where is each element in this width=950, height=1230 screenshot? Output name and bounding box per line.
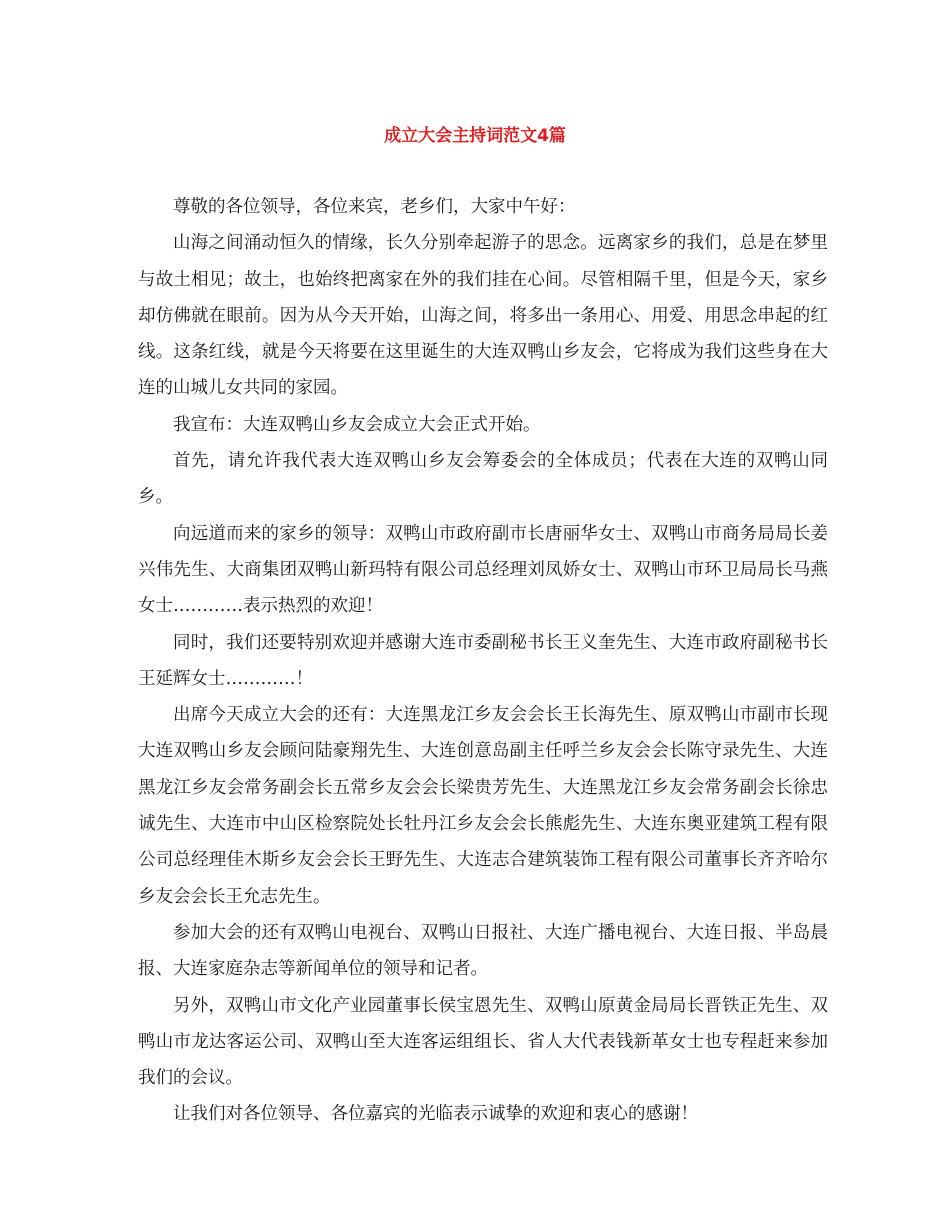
paragraph-welcome-leaders: 向远道而来的家乡的领导：双鸭山市政府副市长唐丽华女士、双鸭山市商务局局长姜兴伟先生、大商集团双鸭山新玛特有限公司总经理刘凤娇女士、双鸭山市环卫局局长马燕女士…………表示热烈的欢迎！ (138, 523, 828, 617)
paragraph-announcement: 我宣布：大连双鸭山乡友会成立大会正式开始。 (173, 414, 541, 435)
paragraph-others: 另外，双鸭山市文化产业园董事长侯宝恩先生、双鸭山原黄金局局长晋铁正先生、双鸭山市龙达客运公司、双鸭山至大连客运组组长、省人大代表钱新革女士也专程赶来参加我们的会议。 (138, 995, 828, 1089)
paragraph-attendees: 出席今天成立大会的还有：大连黑龙江乡友会会长王长海先生、原双鸭山市副市长现大连双鸭山乡友会顾问陆豪翔先生、大连创意岛副主任呼兰乡友会会长陈守录先生、大连黑龙江乡友会常务副会长五常乡友会会长梁贵芳先生、大连黑龙江乡友会常务副会长徐忠诚先生、大连市中山区检察院处长牡丹江乡友会会长熊彪先生、大连东奥亚建筑工程有限公司总经理佳木斯乡友会会长王野先生、大连志合建筑装饰工程有限公司董事长齐齐哈尔乡友会会长王允志先生。 (138, 705, 828, 907)
paragraph-closing: 让我们对各位领导、各位嘉宾的光临表示诚挚的欢迎和衷心的感谢！ (173, 1104, 698, 1125)
paragraph-opening: 山海之间涌动恒久的情缘，长久分别牵起游子的思念。远离家乡的我们，总是在梦里与故土相见；故土，也始终把离家在外的我们挂在心间。尽管相隔千里，但是今天，家乡却仿佛就在眼前。因为从今天开始，山海之间，将多出一条用心、用爱、用思念串起的红线。这条红线，就是今天将要在这里诞生的大连双鸭山乡友会，它将成为我们这些身在大连的山城儿女共同的家园。 (138, 233, 828, 399)
paragraph-greeting: 尊敬的各位领导，各位来宾，老乡们，大家中午好： (173, 197, 576, 217)
document-title: 成立大会主持词范文4篇 (384, 126, 566, 146)
paragraph-thanks: 同时，我们还要特别欢迎并感谢大连市委副秘书长王义奎先生、大连市政府副秘书长王延辉女士…………！ (138, 632, 828, 689)
paragraph-media: 参加大会的还有双鸭山电视台、双鸭山日报社、大连广播电视台、大连日报、半岛晨报、大连家庭杂志等新闻单位的领导和记者。 (138, 922, 828, 980)
paragraph-first: 首先，请允许我代表大连双鸭山乡友会筹委会的全体成员；代表在大连的双鸭山同乡。 (138, 451, 828, 508)
document-body (138, 189, 828, 1133)
